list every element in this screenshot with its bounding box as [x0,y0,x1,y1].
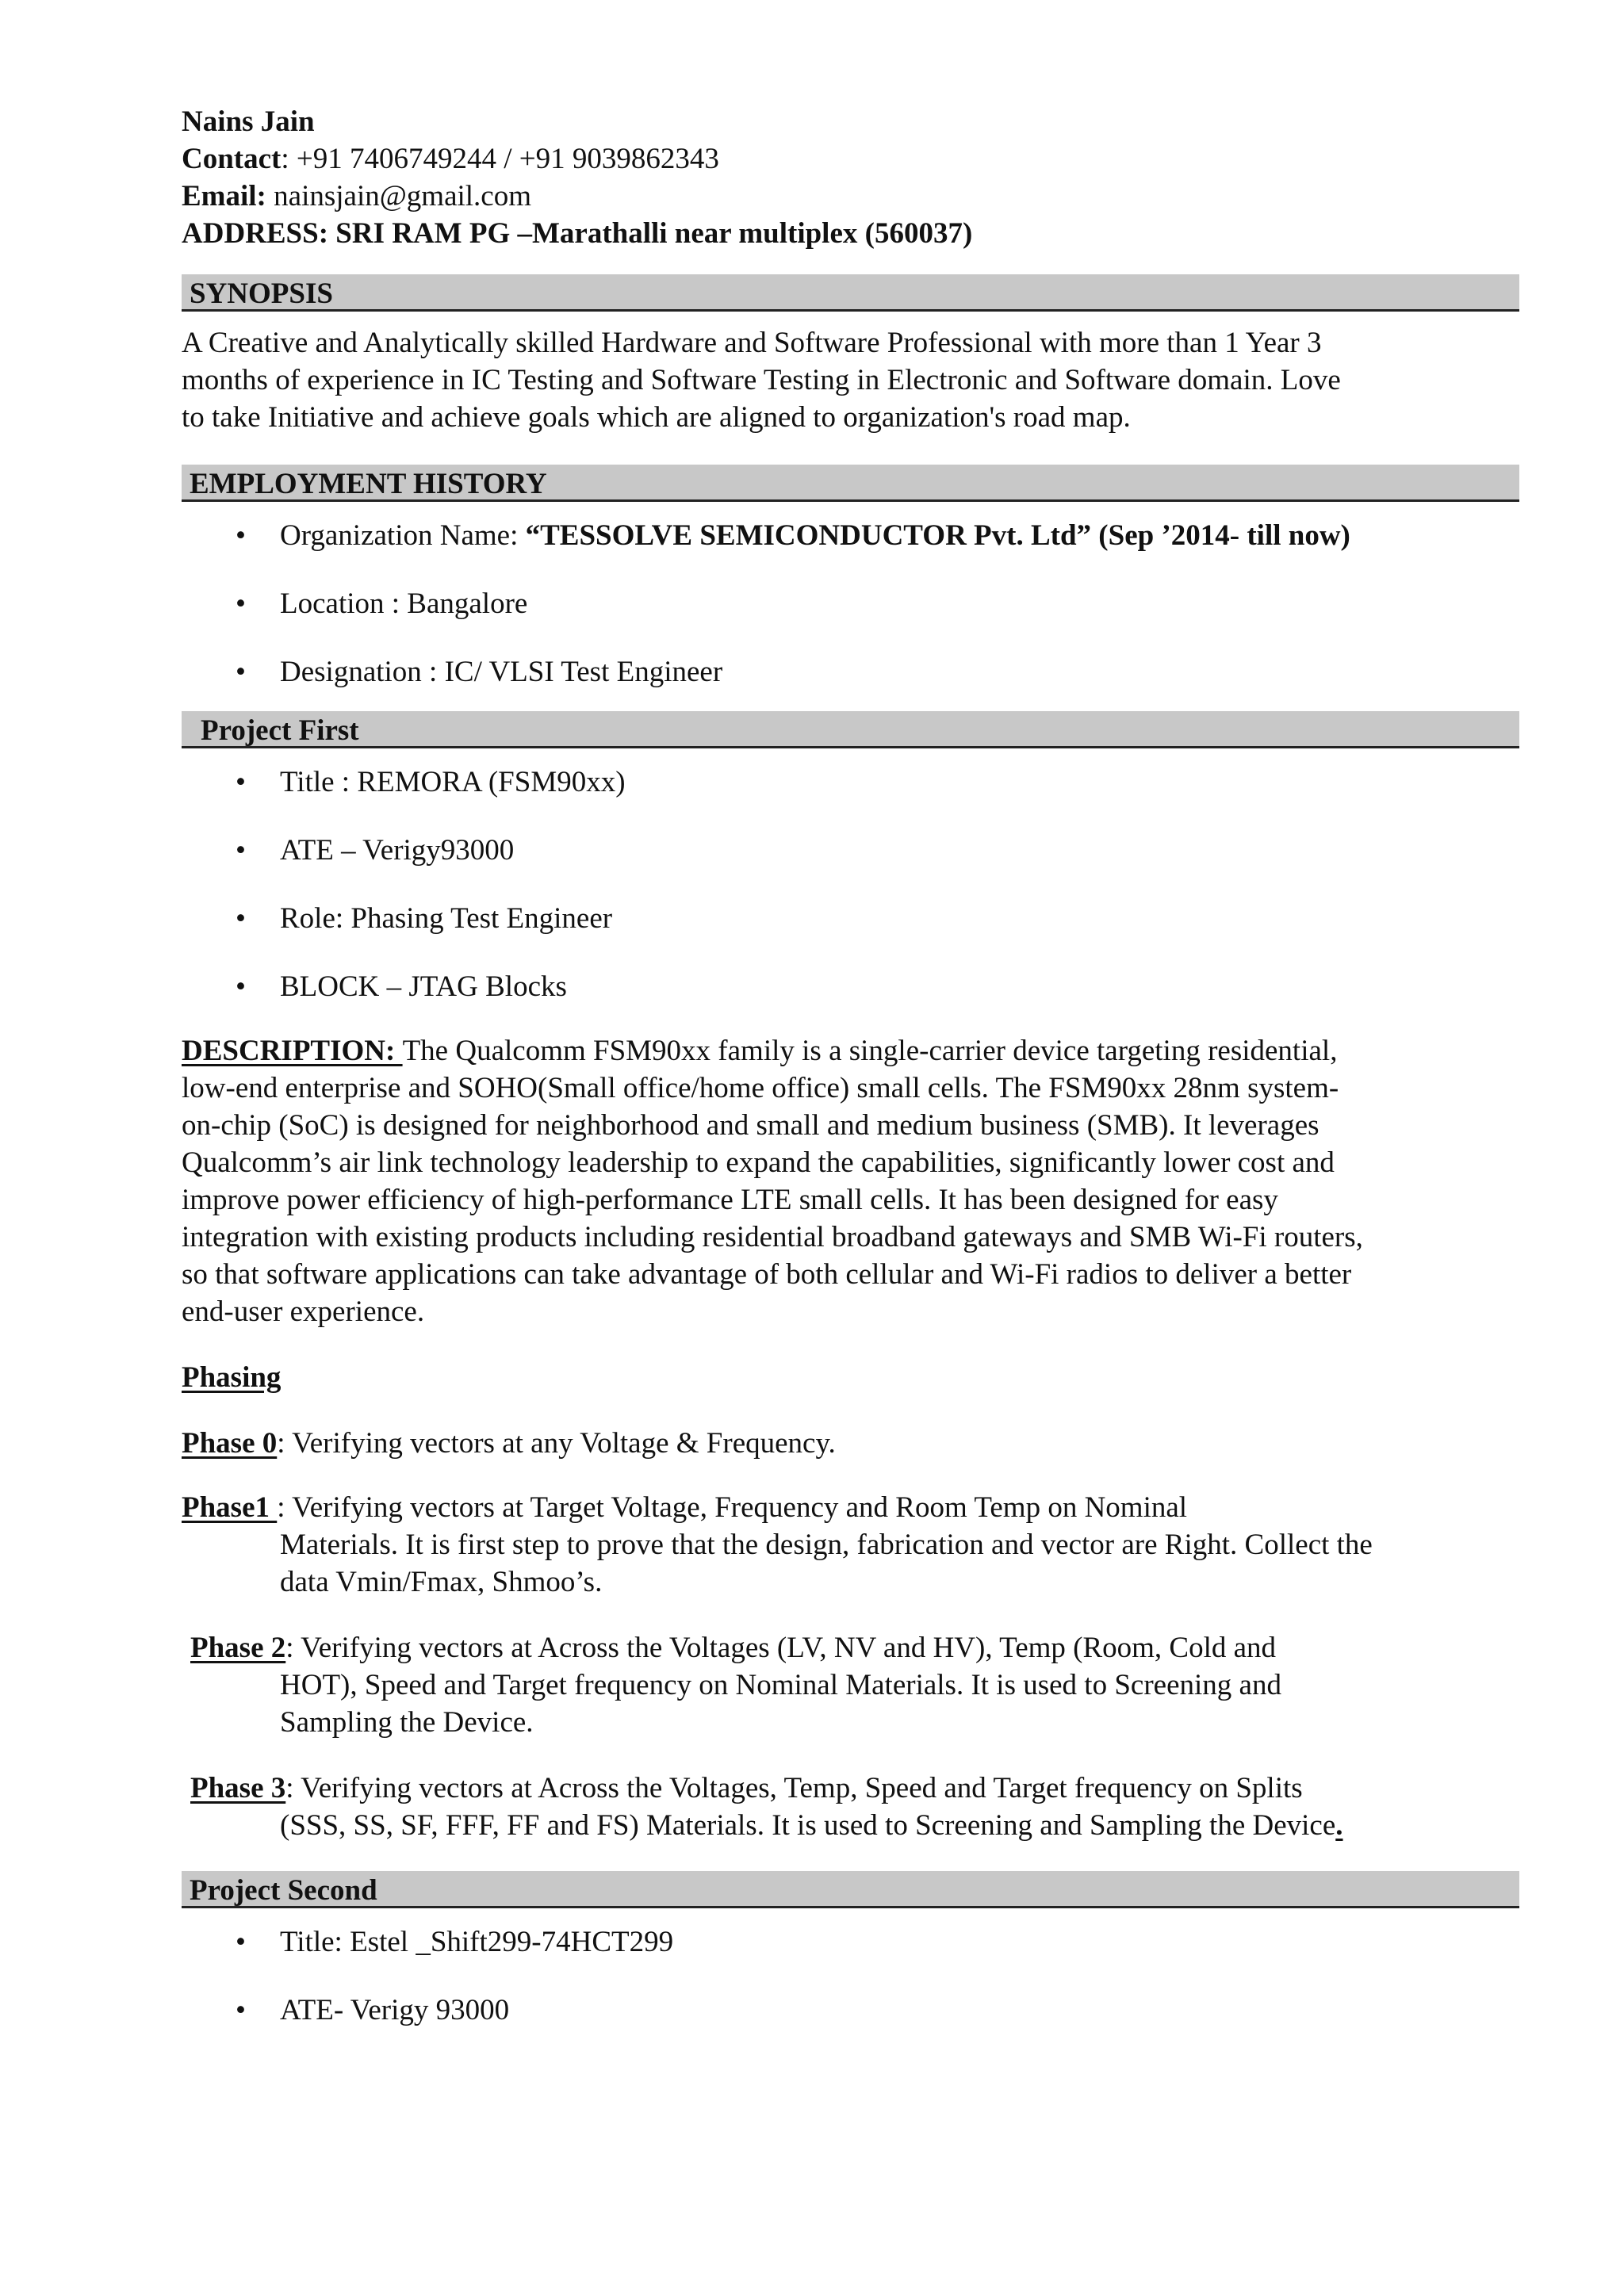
contact-label: Contact [182,143,282,175]
phase-line [190,1770,1519,1807]
phase-text: : Verifying vectors at Target Voltage, Frequency and Room Temp on Nominal [277,1491,1188,1524]
contact-line [182,140,1519,178]
phase-text: : Verifying vectors at Across the Voltages, Temp, Speed and Target frequency on Splits [285,1772,1303,1804]
phase-end: . [1335,1809,1343,1842]
employment-heading: EMPLOYMENT HISTORY [182,465,1519,502]
list-item [182,817,1519,885]
project-second-item: ATE- Verigy 93000 [280,1994,510,2026]
phase-line: Sampling the Device. [280,1706,534,1739]
synopsis-heading: SYNOPSIS [182,274,1519,312]
bullet-icon: • [236,834,246,867]
phase-1 [182,1489,1519,1601]
location-text: Location : Bangalore [280,587,528,620]
list-item [182,638,1519,706]
org-label: Organization Name: [280,519,526,552]
description-block [182,1032,1519,1330]
synopsis-line: months of experience in IC Testing and Software Testing in Electronic and Software domain. Love [182,364,1341,396]
designation-text: Designation : IC/ VLSI Test Engineer [280,656,723,688]
bullet-icon: • [236,1926,246,1958]
bullet-icon: • [236,587,246,620]
phase-label: Phase 0 [182,1427,278,1460]
project-second-item: Title: Estel _Shift299-74HCT299 [280,1926,674,1958]
bullet-icon: • [236,656,246,688]
phase-label: Phase 2 [190,1632,286,1664]
list-item [182,885,1519,953]
resume-page [182,103,1519,2045]
synopsis-line: A Creative and Analytically skilled Hardware and Software Professional with more than 1 Year 3 [182,327,1322,359]
bullet-icon: • [236,519,246,552]
description-line: so that software applications can take advantage of both cellular and Wi-Fi radios to deliver a better [182,1258,1352,1291]
project-first-item: Role: Phasing Test Engineer [280,902,613,935]
email-line [182,178,1519,215]
project-second-heading: Project Second [182,1871,1519,1908]
contact-block [182,103,1519,252]
description-line: integration with existing products including residential broadband gateways and SMB Wi-Fi routers, [182,1221,1363,1253]
description-label: DESCRIPTION: [182,1035,403,1067]
project-first-item: ATE – Verigy93000 [280,834,515,867]
phase-line [190,1629,1519,1667]
phase-label: Phase 3 [190,1772,286,1804]
phase-line: Materials. It is first step to prove that the design, fabrication and vector are Right. Collect the [280,1529,1373,1561]
list-item [182,570,1519,638]
address-line: ADDRESS: SRI RAM PG –Marathalli near multiplex (560037) [182,217,973,250]
project-second-list [182,1908,1519,2045]
list-item [182,1976,1519,2045]
project-first-heading: Project First [182,711,1519,748]
synopsis-line: to take Initiative and achieve goals which are aligned to organization's road map. [182,401,1131,434]
phase-text: : Verifying vectors at Across the Voltages (LV, NV and HV), Temp (Room, Cold and [285,1632,1277,1664]
org-value: “TESSOLVE SEMICONDUCTOR Pvt. Ltd” (Sep ’2014- till now) [525,519,1350,552]
description-line [182,1032,1519,1070]
project-first-list [182,748,1519,1021]
synopsis-text [182,324,1519,436]
bullet-icon: • [236,970,246,1003]
description-text: The Qualcomm FSM90xx family is a single-carrier device targeting residential, [402,1035,1338,1067]
phase-label: Phase1 [182,1491,278,1524]
description-line: improve power efficiency of high-performance LTE small cells. It has been designed for easy [182,1184,1278,1216]
list-item [182,953,1519,1021]
email-label: Email: [182,180,266,212]
bullet-icon: • [236,766,246,798]
contact-value: : +91 7406749244 / +91 9039862343 [281,143,719,175]
description-line: end-user experience. [182,1295,425,1328]
phase-line: HOT), Speed and Target frequency on Nominal Materials. It is used to Screening and [280,1669,1281,1701]
phase-3 [182,1770,1519,1844]
description-line: low-end enterprise and SOHO(Small office/home office) small cells. The FSM90xx 28nm system- [182,1072,1339,1104]
phase-0 [182,1425,1519,1462]
phase-text: : Verifying vectors at any Voltage & Frequency. [277,1427,836,1460]
phase-line: data Vmin/Fmax, Shmoo’s. [280,1566,603,1598]
bullet-icon: • [236,902,246,935]
list-item [182,502,1519,570]
email-value[interactable]: nainsjain@gmail.com [266,180,532,212]
bullet-icon: • [236,1994,246,2026]
employment-list [182,502,1519,706]
description-line: on-chip (SoC) is designed for neighborhood and small and medium business (SMB). It leverages [182,1109,1320,1142]
project-first-item: Title : REMORA (FSM90xx) [280,766,626,798]
list-item [182,1908,1519,1976]
candidate-name: Nains Jain [182,105,315,138]
list-item [182,748,1519,817]
phase-line [190,1807,1519,1844]
description-line: Qualcomm’s air link technology leadership to expand the capabilities, significantly lower cost and [182,1146,1335,1179]
phase-2 [182,1629,1519,1741]
phase-line [182,1489,1519,1526]
phasing-heading: Phasing [182,1361,282,1394]
phase-text: (SSS, SS, SF, FFF, FF and FS) Materials. It is used to Screening and Sampling the Device [280,1809,1336,1842]
project-first-item: BLOCK – JTAG Blocks [280,970,567,1003]
